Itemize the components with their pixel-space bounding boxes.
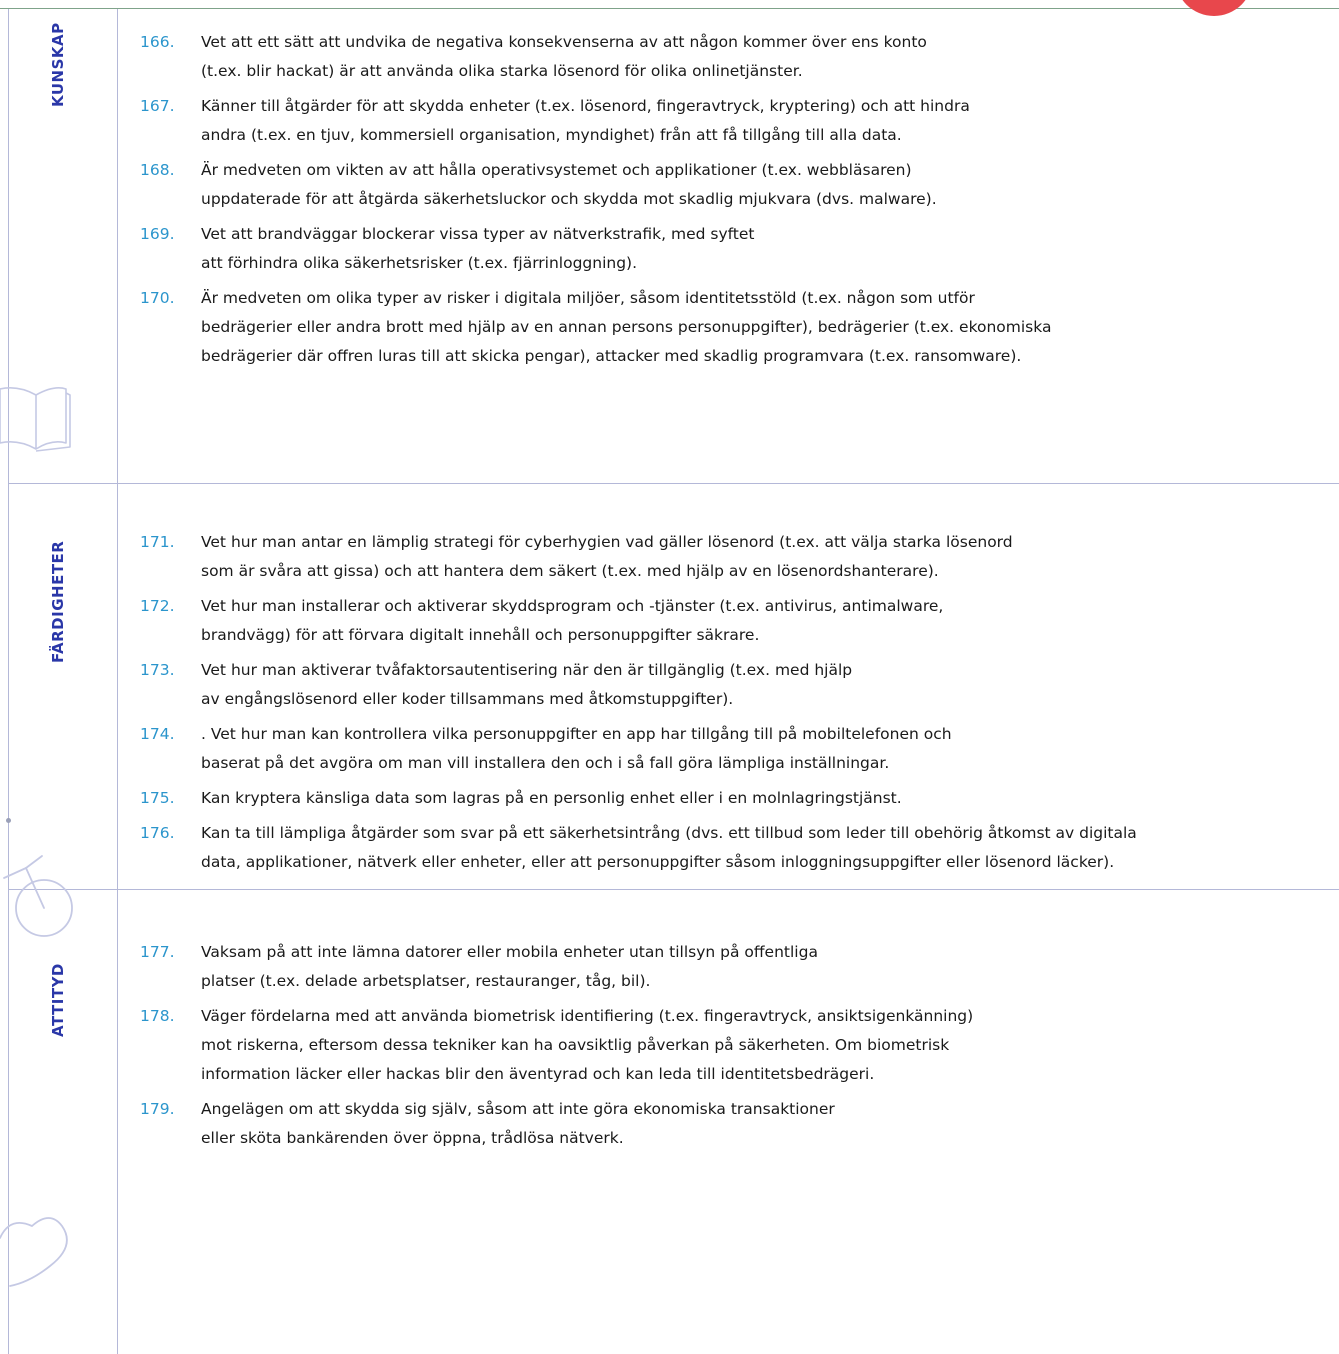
item-number: 170. — [140, 289, 175, 307]
list-item — [140, 720, 1137, 778]
kunskap-list — [140, 28, 1051, 377]
list-item — [140, 1095, 973, 1153]
item-text-line: Är medveten om vikten av att hålla operativsystemet och applikationer (t.ex. webbläsaren) — [201, 161, 912, 179]
list-item — [140, 92, 1051, 150]
list-item — [140, 528, 1137, 586]
item-number: 174. — [140, 725, 175, 743]
item-number: 169. — [140, 225, 175, 243]
item-text-line: att förhindra olika säkerhetsrisker (t.ex. fjärrinloggning). — [201, 254, 638, 272]
item-text-line: av engångslösenord eller koder tillsammans med åtkomstuppgifter). — [201, 690, 734, 708]
item-text-line: Vet hur man antar en lämplig strategi för cyberhygien vad gäller lösenord (t.ex. att välja starka lösenord — [201, 533, 1013, 551]
item-number: 178. — [140, 1007, 175, 1025]
list-item — [140, 938, 973, 996]
item-text-line: Är medveten om olika typer av risker i digitala miljöer, såsom identitetsstöld (t.ex. någon som utför — [201, 289, 975, 307]
item-number: 172. — [140, 597, 175, 615]
fardigheter-list — [140, 528, 1137, 883]
book-icon — [0, 375, 80, 455]
list-item — [140, 1002, 973, 1089]
left-border — [8, 9, 9, 1354]
list-item — [140, 592, 1137, 650]
item-number: 173. — [140, 661, 175, 679]
item-number: 168. — [140, 161, 175, 179]
item-text-line: eller sköta bankärenden över öppna, trådlösa nätverk. — [201, 1129, 624, 1147]
item-text-line: Vet att brandväggar blockerar vissa typer av nätverkstrafik, med syftet — [201, 225, 755, 243]
item-number: 166. — [140, 33, 175, 51]
item-text-line: Vet hur man aktiverar tvåfaktorsautentisering när den är tillgänglig (t.ex. med hjälp — [201, 661, 853, 679]
item-text-line: Väger fördelarna med att använda biometrisk identifiering (t.ex. fingeravtryck, ansiktsigenkänning) — [201, 1007, 974, 1025]
item-text-line: platser (t.ex. delade arbetsplatser, restauranger, tåg, bil). — [201, 972, 651, 990]
item-number: 171. — [140, 533, 175, 551]
item-text-line: andra (t.ex. en tjuv, kommersiell organisation, myndighet) från att få tillgång till alla data. — [201, 126, 902, 144]
item-text-line: Kan kryptera känsliga data som lagras på en personlig enhet eller i en molnlagringstjänst. — [201, 789, 902, 807]
item-text-line: Kan ta till lämpliga åtgärder som svar på ett säkerhetsintrång (dvs. ett tillbud som leder till obehörig åtkomst av digitala — [201, 824, 1137, 842]
item-text-line: Vaksam på att inte lämna datorer eller mobila enheter utan tillsyn på offentliga — [201, 943, 818, 961]
item-text-line: . Vet hur man kan kontrollera vilka personuppgifter en app har tillgång till på mobiltelefonen och — [201, 725, 952, 743]
section-divider — [8, 483, 1339, 484]
list-item — [140, 784, 1137, 813]
item-text-line: Angelägen om att skydda sig själv, såsom att inte göra ekonomiska transaktioner — [201, 1100, 835, 1118]
item-text-line: bedrägerier eller andra brott med hjälp av en annan persons personuppgifter), bedrägerier (t.ex. ekonomiska — [201, 318, 1052, 336]
item-number: 179. — [140, 1100, 175, 1118]
bicycle-icon — [0, 848, 80, 953]
item-number: 175. — [140, 789, 175, 807]
list-item — [140, 156, 1051, 214]
item-text-line: bedrägerier där offren luras till att skicka pengar), attacker med skadlig programvara (t.ex. ransomware). — [201, 347, 1022, 365]
item-number: 177. — [140, 943, 175, 961]
list-item — [140, 284, 1051, 371]
section-divider — [8, 889, 1339, 890]
item-number: 167. — [140, 97, 175, 115]
item-text-line: baserat på det avgöra om man vill installera den och i så fall göra lämpliga inställningar. — [201, 754, 890, 772]
edge-dot — [6, 818, 11, 823]
list-item — [140, 819, 1137, 877]
item-text-line: data, applikationer, nätverk eller enheter, eller att personuppgifter såsom inloggningsuppgifter eller lösenord läcker). — [201, 853, 1115, 871]
item-text-line: brandvägg) för att förvara digitalt innehåll och personuppgifter säkrare. — [201, 626, 760, 644]
item-text-line: information läcker eller hackas blir den äventyrad och kan leda till identitetsbedrägeri. — [201, 1065, 875, 1083]
top-rule — [0, 8, 1339, 9]
item-text-line: uppdaterade för att åtgärda säkerhetsluckor och skydda mot skadlig mjukvara (dvs. malware). — [201, 190, 937, 208]
attityd-list — [140, 938, 973, 1159]
list-item — [140, 28, 1051, 86]
column-divider — [117, 9, 118, 1354]
item-text-line: (t.ex. blir hackat) är att använda olika starka lösenord för olika onlinetjänster. — [201, 62, 803, 80]
item-text-line: Vet hur man installerar och aktiverar skyddsprogram och -tjänster (t.ex. antivirus, antimalware, — [201, 597, 944, 615]
list-item — [140, 220, 1051, 278]
heart-icon — [0, 1210, 80, 1290]
list-item — [140, 656, 1137, 714]
item-text-line: mot riskerna, eftersom dessa tekniker kan ha oavsiktlig påverkan på säkerheten. Om biometrisk — [201, 1036, 950, 1054]
item-text-line: som är svåra att gissa) och att hantera dem säkert (t.ex. med hjälp av en lösenordshanterare). — [201, 562, 939, 580]
item-text-line: Känner till åtgärder för att skydda enheter (t.ex. lösenord, fingeravtryck, kryptering) och att hindra — [201, 97, 970, 115]
item-text-line: Vet att ett sätt att undvika de negativa konsekvenserna av att någon kommer över ens konto — [201, 33, 927, 51]
item-number: 176. — [140, 824, 175, 842]
